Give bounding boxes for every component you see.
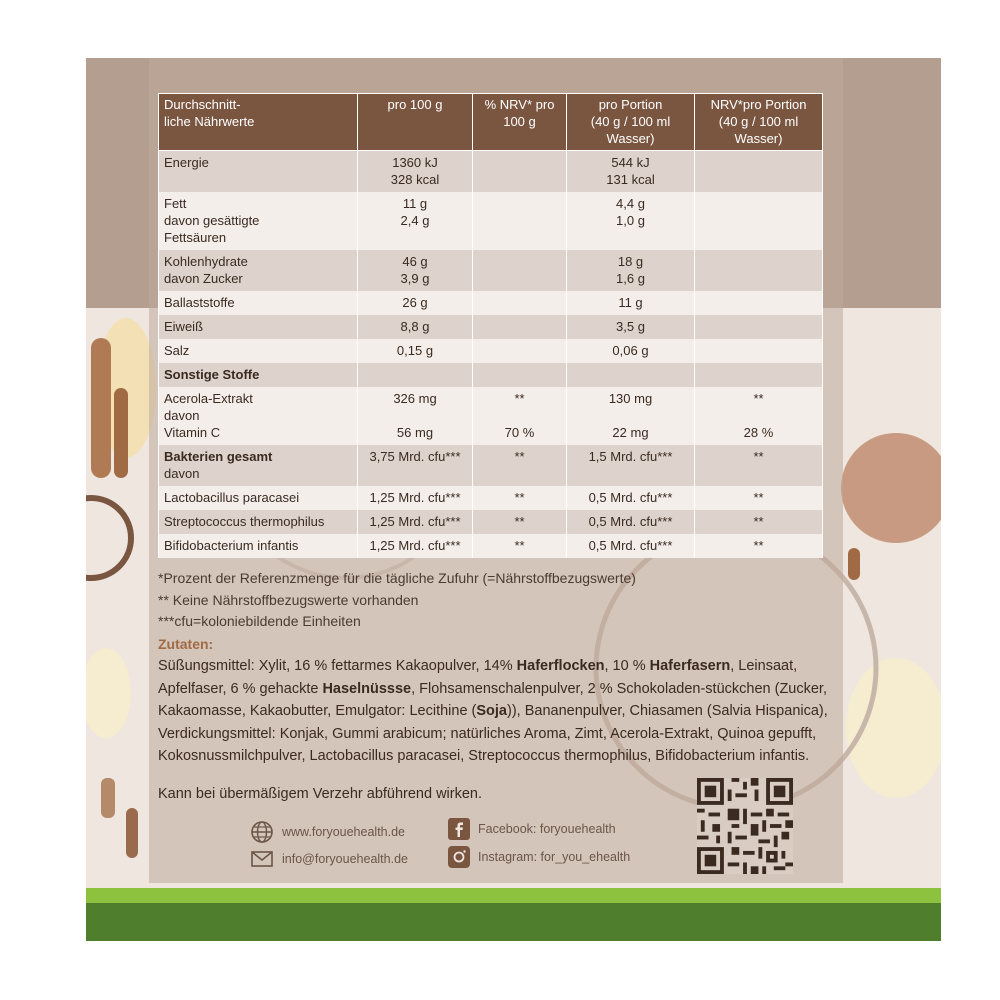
- footnotes: [158, 568, 838, 633]
- instagram-icon: [448, 846, 470, 868]
- cell-value: **: [473, 510, 567, 534]
- table-row: [159, 339, 823, 363]
- cell-value: **: [473, 534, 567, 558]
- cell-value: ** 70 %: [473, 387, 567, 445]
- warning-text: Kann bei übermäßigem Verzehr abführend wirken.: [158, 786, 483, 802]
- row-label: Energie: [159, 151, 358, 193]
- ingredients-title: Zutaten:: [158, 636, 214, 652]
- row-label: Acerola-Extrakt davon Vitamin C: [159, 387, 358, 445]
- table-row: [159, 486, 823, 510]
- table-header-row: [159, 94, 823, 151]
- website-link[interactable]: [250, 820, 405, 844]
- cell-value: 0,5 Mrd. cfu***: [567, 486, 695, 510]
- table-row: [159, 510, 823, 534]
- grass-band-light: [86, 888, 941, 903]
- ingredients-text: Süßungsmittel: Xylit, 16 % fettarmes Kakaopulver, 14% Haferflocken, 10 % Haferfasern, Leinsaat, Apfelfaser, 6 % gehackte Haselnüssse, Flohsamenschalenpulver, 2 % Schokoladen-stückchen (Zucker, Kakaomasse, Kakaobutter, Emulgator: Lecithine (Soja)), Bananenpulver, Chiasamen (Salvia Hispanica), Verdickungsmittel: Konjak, Gummi arabicum; natürliches Aroma, Zimt, Acerola-Extrakt, Quinoa gepufft, Kokosnussmilchpulver, Lactobacillus paracasei, Streptococcus thermophilus, Bifidobacterium infantis.: [158, 658, 828, 764]
- header-text: 100 g: [503, 114, 536, 129]
- cell-value: 1,25 Mrd. cfu***: [358, 510, 473, 534]
- cell-value: 8,8 g: [358, 315, 473, 339]
- table-row: [159, 291, 823, 315]
- cell-value: **: [695, 445, 823, 486]
- row-label: Sonstige Stoffe: [159, 363, 358, 387]
- row-label: Ballaststoffe: [159, 291, 358, 315]
- cell-value: 0,06 g: [567, 339, 695, 363]
- cell-value: **: [473, 445, 567, 486]
- table-row: [159, 387, 823, 445]
- mail-icon: [250, 847, 274, 871]
- header-text: Durchschnitt-: [164, 97, 241, 112]
- header-nrv-100g: [473, 94, 567, 151]
- facebook-link[interactable]: [448, 818, 616, 840]
- email-link[interactable]: [250, 847, 408, 871]
- header-text: pro Portion: [598, 97, 663, 112]
- instagram-text: Instagram: for_you_ehealth: [478, 850, 631, 864]
- cell-value: [473, 151, 567, 193]
- cell-value: [473, 339, 567, 363]
- qr-code[interactable]: [697, 778, 793, 874]
- cell-value: 3,5 g: [567, 315, 695, 339]
- cell-value: **: [695, 534, 823, 558]
- grass-band-dark: [86, 903, 941, 941]
- footnote-no-nrv: ** Keine Nährstoffbezugswerte vorhanden: [158, 591, 419, 608]
- header-text: pro 100 g: [387, 97, 443, 112]
- cell-value: **: [695, 510, 823, 534]
- cell-value: [473, 291, 567, 315]
- cell-value: 18 g 1,6 g: [567, 250, 695, 291]
- row-label: Salz: [159, 339, 358, 363]
- cell-value: [695, 315, 823, 339]
- table-row: [159, 192, 823, 250]
- facebook-text: Facebook: foryouehealth: [478, 822, 616, 836]
- row-label: Eiweiß: [159, 315, 358, 339]
- cell-value: 326 mg 56 mg: [358, 387, 473, 445]
- header-text: Wasser): [606, 131, 655, 146]
- cell-value: 1,5 Mrd. cfu***: [567, 445, 695, 486]
- cell-value: 0,15 g: [358, 339, 473, 363]
- cell-value: 1360 kJ 328 kcal: [358, 151, 473, 193]
- table-row: [159, 151, 823, 193]
- table-row: [159, 363, 823, 387]
- header-text: NRV*pro Portion: [710, 97, 807, 112]
- cell-value: [695, 291, 823, 315]
- table-row: [159, 315, 823, 339]
- globe-icon: [250, 820, 274, 844]
- row-label: Bifidobacterium infantis: [159, 534, 358, 558]
- cell-value: [473, 363, 567, 387]
- header-nutrient: [159, 94, 358, 151]
- nutrition-table: [158, 93, 823, 558]
- cell-value: 11 g: [567, 291, 695, 315]
- row-label: Streptococcus thermophilus: [159, 510, 358, 534]
- instagram-link[interactable]: [448, 846, 630, 868]
- header-nrv-portion: [695, 94, 823, 151]
- row-label: Lactobacillus paracasei: [159, 486, 358, 510]
- header-text: Wasser): [734, 131, 783, 146]
- header-text: % NRV* pro: [484, 97, 555, 112]
- website-text: www.foryouehealth.de: [282, 825, 405, 839]
- email-text: info@foryouehealth.de: [282, 852, 408, 866]
- cell-value: 1,25 Mrd. cfu***: [358, 486, 473, 510]
- cell-value: **: [473, 486, 567, 510]
- cell-value: 11 g 2,4 g: [358, 192, 473, 250]
- table-row: [159, 250, 823, 291]
- cell-value: [695, 363, 823, 387]
- facebook-icon: [448, 818, 470, 840]
- cell-value: [473, 315, 567, 339]
- cell-value: [695, 250, 823, 291]
- table-row: [159, 534, 823, 558]
- cell-value: 0,5 Mrd. cfu***: [567, 510, 695, 534]
- cell-value: [473, 192, 567, 250]
- cell-value: **: [695, 486, 823, 510]
- cell-value: ** 28 %: [695, 387, 823, 445]
- header-text: (40 g / 100 ml: [718, 114, 799, 129]
- row-label: Kohlenhydrate davon Zucker: [159, 250, 358, 291]
- cell-value: [695, 151, 823, 193]
- footnote-cfu: ***cfu=koloniebildende Einheiten: [158, 613, 361, 629]
- cell-value: 46 g 3,9 g: [358, 250, 473, 291]
- cell-value: 130 mg 22 mg: [567, 387, 695, 445]
- row-label: Fett davon gesättigte Fettsäuren: [159, 192, 358, 250]
- footnote-nrv: *Prozent der Referenzmenge für die tägliche Zufuhr (=Nährstoffbezugswerte): [158, 570, 636, 586]
- header-per-portion: [567, 94, 695, 151]
- row-label: Bakterien gesamt davon: [159, 445, 358, 486]
- table-row: [159, 445, 823, 486]
- cell-value: 3,75 Mrd. cfu***: [358, 445, 473, 486]
- header-text: liche Nährwerte: [164, 114, 255, 129]
- cell-value: [695, 339, 823, 363]
- cell-value: [358, 363, 473, 387]
- cell-value: [567, 363, 695, 387]
- header-text: (40 g / 100 ml: [590, 114, 671, 129]
- cell-value: 1,25 Mrd. cfu***: [358, 534, 473, 558]
- cell-value: 26 g: [358, 291, 473, 315]
- cell-value: 0,5 Mrd. cfu***: [567, 534, 695, 558]
- cell-value: [695, 192, 823, 250]
- cell-value: 544 kJ 131 kcal: [567, 151, 695, 193]
- header-per-100g: [358, 94, 473, 151]
- cell-value: 4,4 g 1,0 g: [567, 192, 695, 250]
- cell-value: [473, 250, 567, 291]
